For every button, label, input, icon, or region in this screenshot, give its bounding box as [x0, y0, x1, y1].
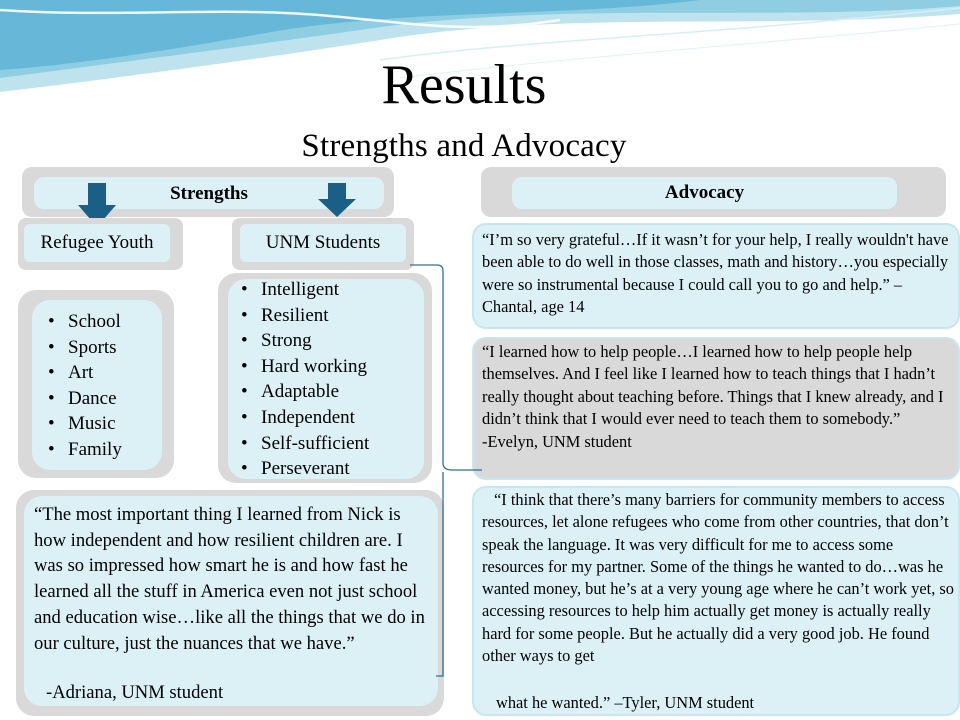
- down-arrow-icon: [318, 183, 356, 217]
- list-item: • Perseverant: [241, 456, 421, 482]
- slide-subtitle: Strengths and Advocacy: [301, 128, 627, 164]
- list-item: • Adaptable: [241, 379, 421, 405]
- slide-title: Results: [381, 54, 547, 116]
- list-item: • Strong: [241, 328, 421, 354]
- list-item: • Art: [48, 360, 160, 386]
- refugee-youth-strengths-list: [48, 309, 160, 463]
- evelyn-quote-text: “I learned how to help people…I learned how to help people help themselves. And I feel like I learned how to teach things that I hadn’t really thought about teaching before. Things that I knew already, and I didn’t think that I would ever need to teach them to somebody.” -Evelyn, UNM student: [482, 342, 944, 451]
- list-item: • Resilient: [241, 303, 421, 329]
- advocacy-heading: Advocacy: [664, 182, 745, 203]
- list-item: • Self-sufficient: [241, 431, 421, 457]
- list-item: • Intelligent: [241, 277, 421, 303]
- refugee-youth-label: Refugee Youth: [24, 224, 170, 262]
- unm-students-label: UNM Students: [240, 224, 406, 262]
- strengths-heading: Strengths: [170, 183, 248, 204]
- list-item: • Independent: [241, 405, 421, 431]
- chantal-quote-text: “I’m so very grateful…If it wasn’t for your help, I really wouldn't have been able to do well in those classes, math and history…you especially were so instrumental because I could call you to go and help.” –Chantal, age 14: [482, 230, 949, 316]
- list-item: • Music: [48, 411, 160, 437]
- list-item: • School: [48, 309, 160, 335]
- adriana-quote-text: “The most important thing I learned from Nick is how independent and how resilient children are. I was so impressed how smart he is and how fast he learned all the stuff in America even not just school and education wise…like all the things that we do in our culture, just the nuances that we have.”: [34, 504, 425, 654]
- list-item: • Sports: [48, 335, 160, 361]
- list-item: • Dance: [48, 386, 160, 412]
- tyler-quote-text: “I think that there’s many barriers for community members to access resources, let alone refugees who come from other countries, that don’t speak the language. It was very difficult for me to access some resources for my partner. Some of the things he wanted to do…was he wanted money, but he’s at a very young age where he can’t work yet, so accessing resources to help him actually get money is actually really hard for some people. But he actually did a very good job. He found other ways to get: [482, 490, 954, 666]
- adriana-quote-attribution: -Adriana, UNM student: [46, 682, 224, 703]
- tyler-quote-attribution: what he wanted.” –Tyler, UNM student: [496, 693, 755, 712]
- unm-students-strengths-list: [241, 277, 421, 482]
- list-item: • Family: [48, 437, 160, 463]
- list-item: • Hard working: [241, 354, 421, 380]
